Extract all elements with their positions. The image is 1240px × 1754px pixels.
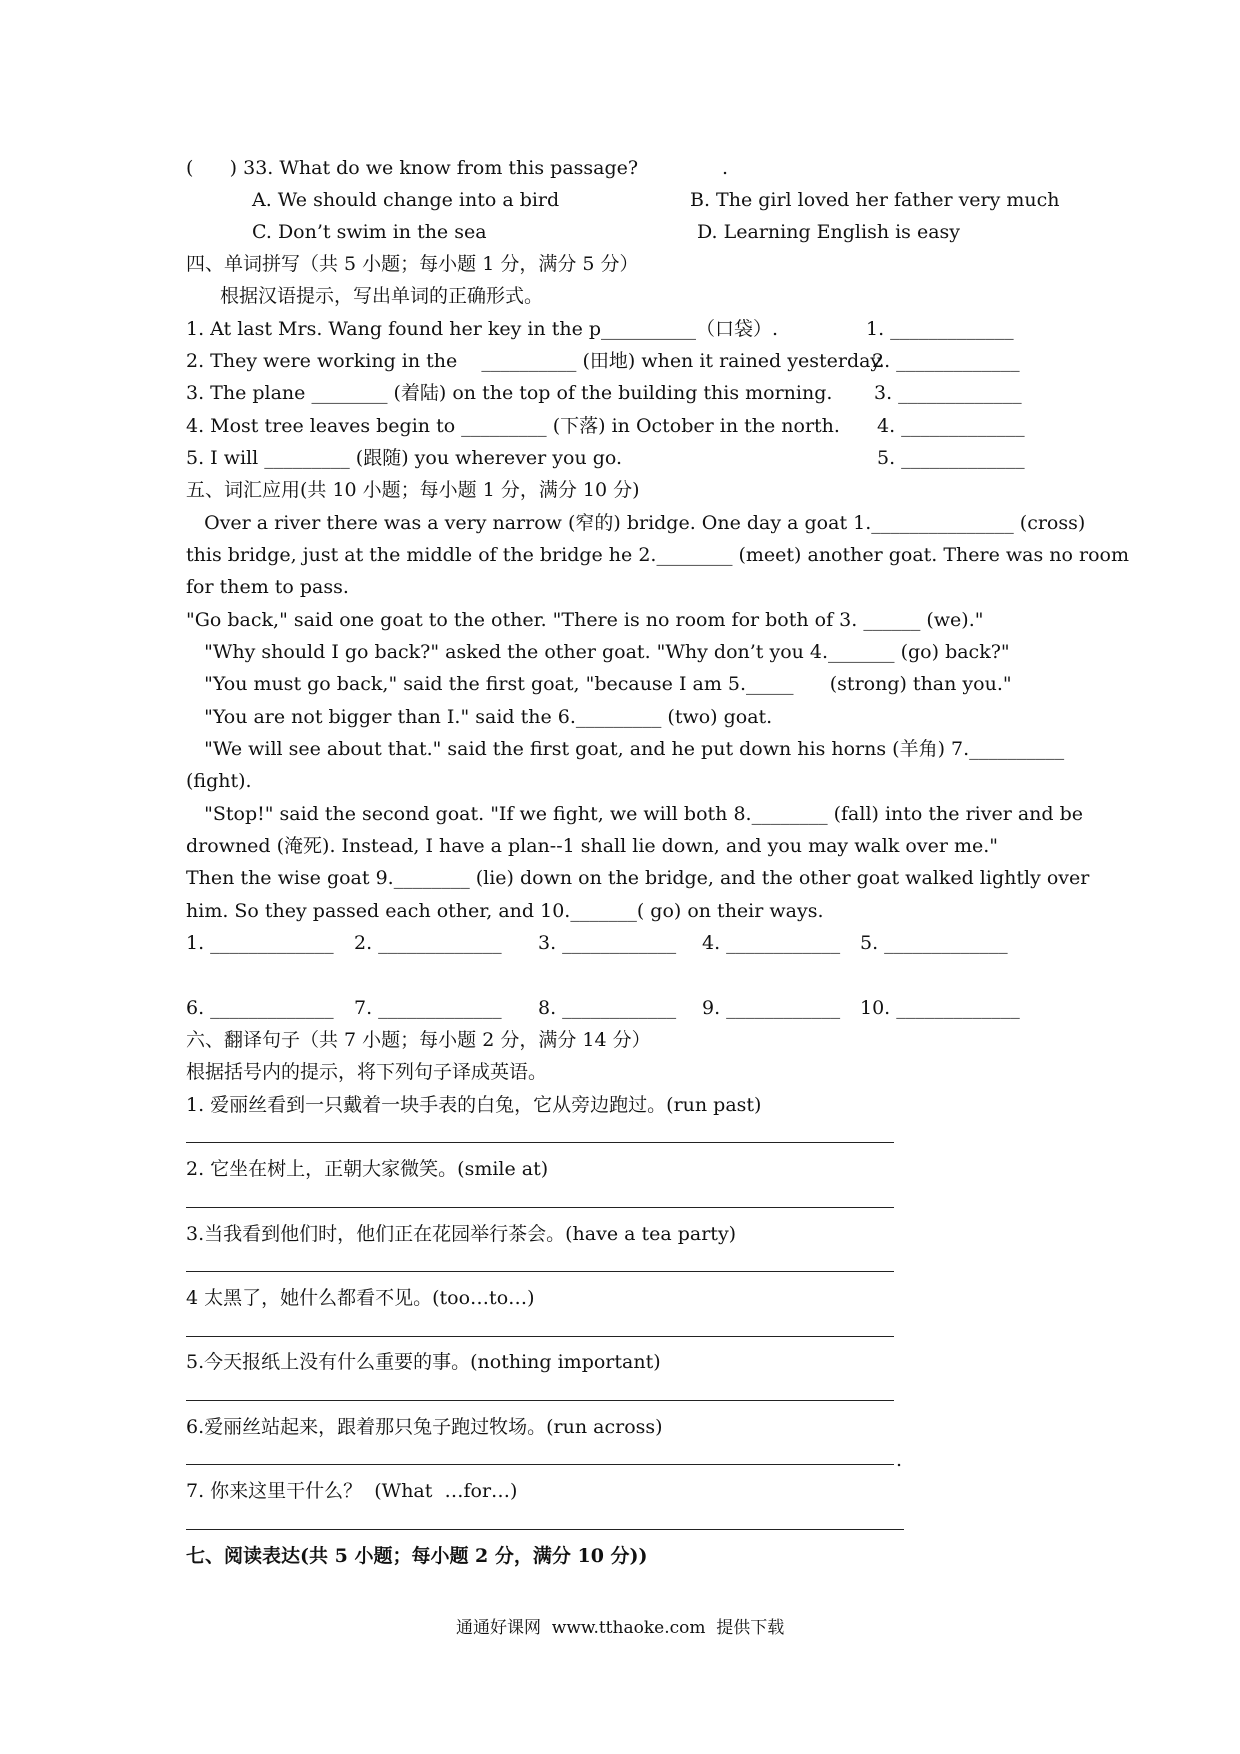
section7-header: 七、阅读表达(共 5 小题；每小题 2 分，满分 10 分)) xyxy=(186,1545,648,1567)
spelling-item-4: 4. Most tree leaves begin to _________ (下落) in October in the north. xyxy=(186,415,840,437)
section6-header: 六、翻译句子（共 7 小题；每小题 2 分，满分 14 分） xyxy=(186,1029,651,1051)
q33-option-c: C. Don’t swim in the sea xyxy=(252,221,487,243)
passage-line: (fight). xyxy=(186,770,252,792)
passage-line: drowned (淹死). Instead, I have a plan--1 shall lie down, and you may walk over me." xyxy=(186,835,998,857)
passage-line: "Why should I go back?" asked the other goat. "Why don’t you 4._______ (go) back?" xyxy=(186,641,1010,663)
vocab-answer-10: 10. _____________ xyxy=(860,997,1020,1019)
translation-item-5: 5.今天报纸上没有什么重要的事。(nothing important) xyxy=(186,1351,661,1373)
q33-dot: . xyxy=(722,157,729,179)
passage-line: "We will see about that." said the first goat, and he put down his horns (羊角) 7.__________ xyxy=(186,738,1065,760)
section4-instruction: 根据汉语提示，写出单词的正确形式。 xyxy=(220,285,544,307)
vocab-answer-8: 8. ____________ xyxy=(538,997,677,1019)
spelling-answer-1: 1. _____________ xyxy=(866,318,1014,340)
vocab-answer-7: 7. _____________ xyxy=(354,997,502,1019)
answer-line xyxy=(186,1271,894,1272)
answer-line xyxy=(186,1207,894,1208)
page-footer: 通通好课网 www.tthaoke.com 提供下载 xyxy=(456,1618,785,1638)
passage-line: Over a river there was a very narrow (窄的) bridge. One day a goat 1._______________ (cross) xyxy=(186,512,1086,534)
translation-item-4: 4 太黑了，她什么都看不见。(too…to…) xyxy=(186,1287,535,1309)
passage-line: "Stop!" said the second goat. "If we fight, we will both 8.________ (fall) into the river and be xyxy=(186,803,1083,825)
passage-line: "You are not bigger than I." said the 6._________ (two) goat. xyxy=(186,706,773,728)
q33-option-b: B. The girl loved her father very much xyxy=(690,189,1060,211)
answer-line xyxy=(186,1400,894,1401)
translation-item-7: 7. 你来这里干什么？ (What …for…) xyxy=(186,1480,518,1502)
translation-item-3: 3.当我看到他们时，他们正在花园举行茶会。(have a tea party) xyxy=(186,1223,737,1245)
passage-line: him. So they passed each other, and 10._______( go) on their ways. xyxy=(186,900,824,922)
passage-line: "You must go back," said the first goat, "because I am 5._____ (strong) than you." xyxy=(186,673,1012,695)
translation-item-2: 2. 它坐在树上，正朝大家微笑。(smile at) xyxy=(186,1158,549,1180)
q33-option-d: D. Learning English is easy xyxy=(697,221,961,243)
vocab-answer-2: 2. _____________ xyxy=(354,932,502,954)
answer-line xyxy=(186,1142,894,1143)
spelling-item-1: 1. At last Mrs. Wang found her key in the p__________（口袋）. xyxy=(186,318,779,340)
translation-item-6: 6.爱丽丝站起来，跟着那只兔子跑过牧场。(run across) xyxy=(186,1416,663,1438)
answer-line xyxy=(186,1464,894,1465)
vocab-answer-1: 1. _____________ xyxy=(186,932,334,954)
answer-line xyxy=(186,1336,894,1337)
spelling-answer-5: 5. _____________ xyxy=(877,447,1025,469)
section6-instruction: 根据括号内的提示，将下列句子译成英语。 xyxy=(186,1061,548,1083)
q33-option-a: A. We should change into a bird xyxy=(252,189,560,211)
answer-line xyxy=(186,1529,904,1530)
vocab-answer-3: 3. ____________ xyxy=(538,932,677,954)
spelling-answer-3: 3. _____________ xyxy=(874,382,1022,404)
vocab-answer-4: 4. ____________ xyxy=(702,932,841,954)
spelling-item-2: 2. They were working in the __________ (田地) when it rained yesterday. xyxy=(186,350,885,372)
spelling-item-3: 3. The plane ________ (着陆) on the top of the building this morning. xyxy=(186,382,833,404)
spelling-answer-2: 2. _____________ xyxy=(872,350,1020,372)
vocab-answer-5: 5. _____________ xyxy=(860,932,1008,954)
section5-header: 五、词汇应用(共 10 小题；每小题 1 分，满分 10 分) xyxy=(186,479,640,501)
translation-item-1: 1. 爱丽丝看到一只戴着一块手表的白兔，它从旁边跑过。(run past) xyxy=(186,1094,762,1116)
passage-line: "Go back," said one goat to the other. "There is no room for both of 3. ______ (we)." xyxy=(186,609,984,631)
vocab-answer-9: 9. ____________ xyxy=(702,997,841,1019)
spelling-item-5: 5. I will _________ (跟随) you wherever you go. xyxy=(186,447,623,469)
vocab-answer-6: 6. _____________ xyxy=(186,997,334,1019)
section4-header: 四、单词拼写（共 5 小题；每小题 1 分，满分 5 分） xyxy=(186,253,639,275)
passage-line: for them to pass. xyxy=(186,576,349,598)
spelling-answer-4: 4. _____________ xyxy=(877,415,1025,437)
passage-line: this bridge, just at the middle of the bridge he 2.________ (meet) another goat. There was no room xyxy=(186,544,1129,566)
q33-stem: ( ) 33. What do we know from this passage? xyxy=(186,157,639,179)
passage-line: Then the wise goat 9.________ (lie) down on the bridge, and the other goat walked lightly over xyxy=(186,867,1090,889)
line-end-dot: . xyxy=(896,1449,903,1471)
